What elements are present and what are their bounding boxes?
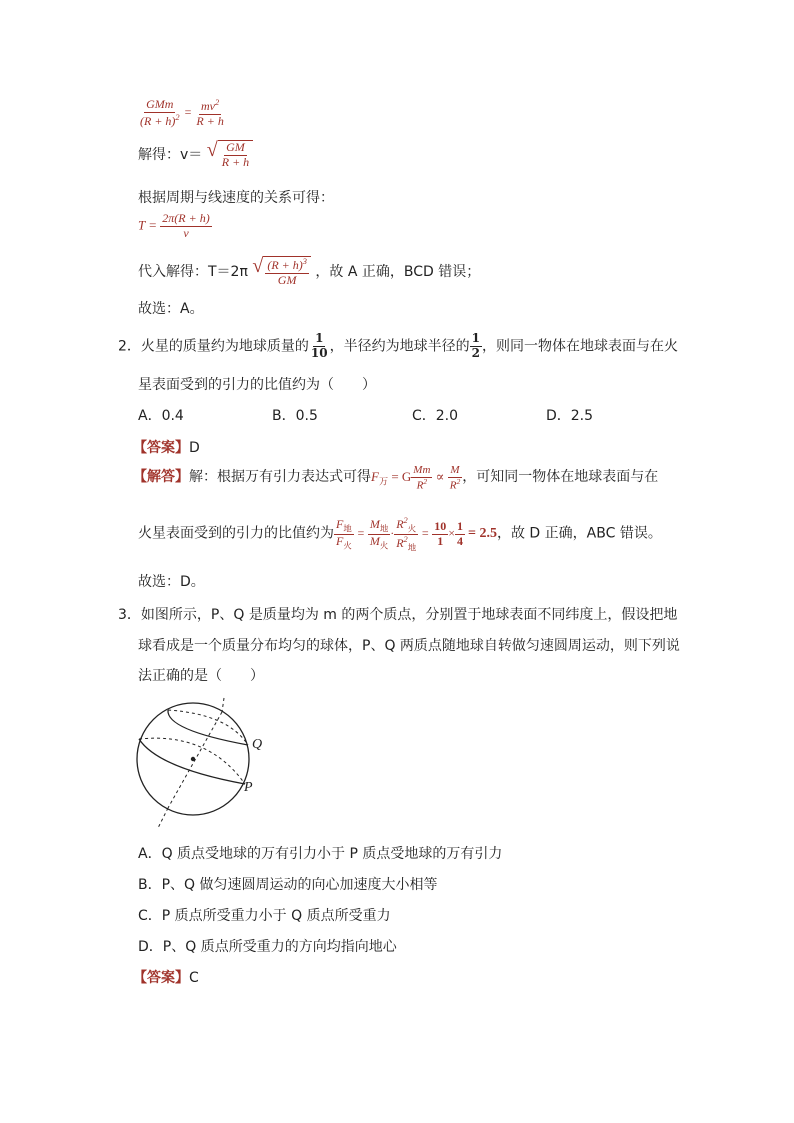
q2-stem-part1: 2．火星的质量约为地球质量的: [118, 338, 309, 355]
M-di: M: [369, 517, 380, 531]
q2-analysis-line2: 火星表面受到的引力的比值约为 $\frac{F_地}{F_火}$ = $\frac{M_地}{M_火}$ · $\frac{R^2_火}{R^2_地}$ = $\frac{10}{1}$ × $\frac{1}{4}$ = 2.5，故 D 正确，ABC 错误。: [138, 516, 662, 553]
q2-answer: [133, 437, 200, 457]
eq-lhs-den: (R + h): [140, 113, 176, 128]
R-di-exp: 2: [403, 535, 408, 545]
T-den: v: [183, 225, 189, 240]
result: = 2.5: [468, 526, 497, 542]
gravity-equation: $\frac{\text{GMm}}{(R + h)^2}$ = $\frac{mv^2}{R + h}$: [140, 97, 224, 128]
q3-option-d: D．P、Q 质点所受重力的方向均指向地心: [138, 939, 397, 955]
R2-b: R: [449, 479, 457, 492]
eq-G: = G: [391, 468, 412, 484]
T-num: 2π(R + h): [162, 211, 210, 225]
q3-answer: [133, 967, 199, 987]
q2-frac2-den: 2: [471, 345, 480, 360]
R-huo-exp: 2: [403, 516, 408, 525]
q3-option-a: A．Q 质点受地球的万有引力小于 P 质点受地球的万有引力: [138, 846, 503, 862]
R2-a-exp: 2: [423, 476, 428, 486]
q2-stem-part2: ，半径约为地球半径的: [329, 338, 470, 355]
q2-option-a: A．0.4: [138, 408, 184, 424]
q3-answer-value: C: [189, 970, 199, 986]
v-sqrt-den: R + h: [221, 154, 250, 169]
q2-option-d: D．2.5: [546, 408, 594, 424]
R-di: R: [396, 536, 404, 551]
F-di: F: [336, 517, 344, 531]
eq-rhs-den: R + h: [196, 113, 224, 128]
prev-choice: 故选：A。: [138, 301, 204, 317]
q2-frac2-num: 1: [471, 331, 480, 345]
dot: ·: [390, 526, 395, 541]
M-di-sub: 地: [379, 524, 389, 534]
v-sqrt: √ $\frac{GM}{R + h}$: [207, 140, 253, 170]
q3-answer-label: 【答案】: [133, 970, 189, 986]
R-huo: R: [396, 517, 404, 531]
quarter-num: 1: [457, 519, 463, 534]
sub-sqrt-num: (R + h): [267, 258, 303, 272]
R2-b-exp: 2: [456, 476, 461, 486]
relation-text: 根据周期与线速度的关系可得：: [138, 190, 334, 206]
eq-rhs-num-exp: 2: [215, 98, 220, 107]
T-lhs: T =: [138, 217, 158, 233]
sub-tail: ，故 A 正确，BCD 错误；: [315, 263, 481, 280]
q2-stem-part3: ，则同一物体在地球表面与在火: [481, 338, 678, 355]
label-p: P: [244, 780, 253, 795]
q2-analysis-line1: [133, 464, 658, 492]
q3-option-b: B．P、Q 做匀速圆周运动的向心加速度大小相等: [138, 877, 438, 893]
R-di-sub: 地: [407, 543, 417, 553]
eq-ten: 10: [434, 519, 447, 534]
sub-sqrt-num-exp: 3: [302, 257, 307, 266]
earth-diagram-svg: [128, 692, 278, 832]
M-huo-sub: 火: [379, 541, 389, 551]
q2-analysis-part2: ，可知同一物体在地球表面与在: [462, 468, 659, 485]
eq-lhs-num: GMm: [146, 97, 174, 111]
F-di-sub: 地: [343, 524, 352, 534]
q2-answer-label: 【答案】: [133, 440, 189, 456]
q2-stem-line1: [118, 332, 678, 361]
f-wan-sub: 万: [378, 476, 389, 487]
times: ×: [448, 526, 455, 541]
q2-frac1-num: 1: [315, 331, 324, 345]
sub-sqrt-den: GM: [277, 272, 297, 287]
q2-frac1-den: 10: [310, 345, 328, 360]
solve-v-line: [138, 140, 253, 170]
solve-label: 解得：v＝: [138, 146, 203, 163]
sub-label: 代入解得：T＝2π: [138, 263, 248, 280]
F-huo: F: [336, 534, 344, 549]
eq-one: 1: [437, 534, 444, 549]
q2-analysis-label: 【解答】: [133, 468, 189, 485]
Mm: Mm: [413, 464, 431, 476]
period-sqrt: √ $\frac{(R + h)^3}{GM}$: [252, 256, 311, 288]
q2-answer-value: D: [189, 440, 200, 456]
eq-rhs-num: mv: [201, 99, 216, 113]
R2-a: R: [416, 479, 424, 492]
q2-choice: 故选：D。: [138, 574, 205, 590]
R-huo-sub: 火: [407, 524, 417, 534]
earth-figure: [128, 692, 278, 832]
substitute-line: [138, 256, 480, 288]
q2-analysis-part1: 解：根据万有引力表达式可得: [189, 468, 371, 485]
q2-line2-prefix: 火星表面受到的引力的比值约为: [138, 525, 334, 542]
q2-option-c: C．2.0: [412, 408, 459, 424]
period-equation: [138, 212, 212, 241]
q3-stem-line3: 法正确的是（ ）: [138, 668, 264, 684]
label-q: Q: [252, 737, 263, 752]
q3-stem-line1: 3．如图所示，P、Q 是质量均为 m 的两个质点，分别置于地球表面不同纬度上，假设把地: [118, 607, 678, 623]
q2-stem-line2: 星表面受到的引力的比值约为（ ）: [138, 377, 376, 393]
f-wan: F: [371, 468, 379, 484]
quarter-den: 4: [457, 534, 463, 549]
M-frac: M: [450, 464, 460, 476]
q3-option-c: C．P 质点所受重力小于 Q 质点所受重力: [138, 908, 391, 924]
q2-line2-tail: ，故 D 正确，ABC 错误。: [496, 525, 662, 542]
propto: ∝: [435, 468, 445, 484]
q3-stem-line2: 球看成是一个质量分布均匀的球体，P、Q 两质点随地球自转做匀速圆周运动，则下列说: [138, 638, 680, 654]
q2-option-b: B．0.5: [272, 408, 318, 424]
v-sqrt-num: GM: [226, 140, 245, 154]
eq-lhs-den-exp: 2: [175, 112, 180, 122]
M-huo: M: [369, 534, 380, 549]
F-huo-sub: 火: [343, 541, 352, 551]
